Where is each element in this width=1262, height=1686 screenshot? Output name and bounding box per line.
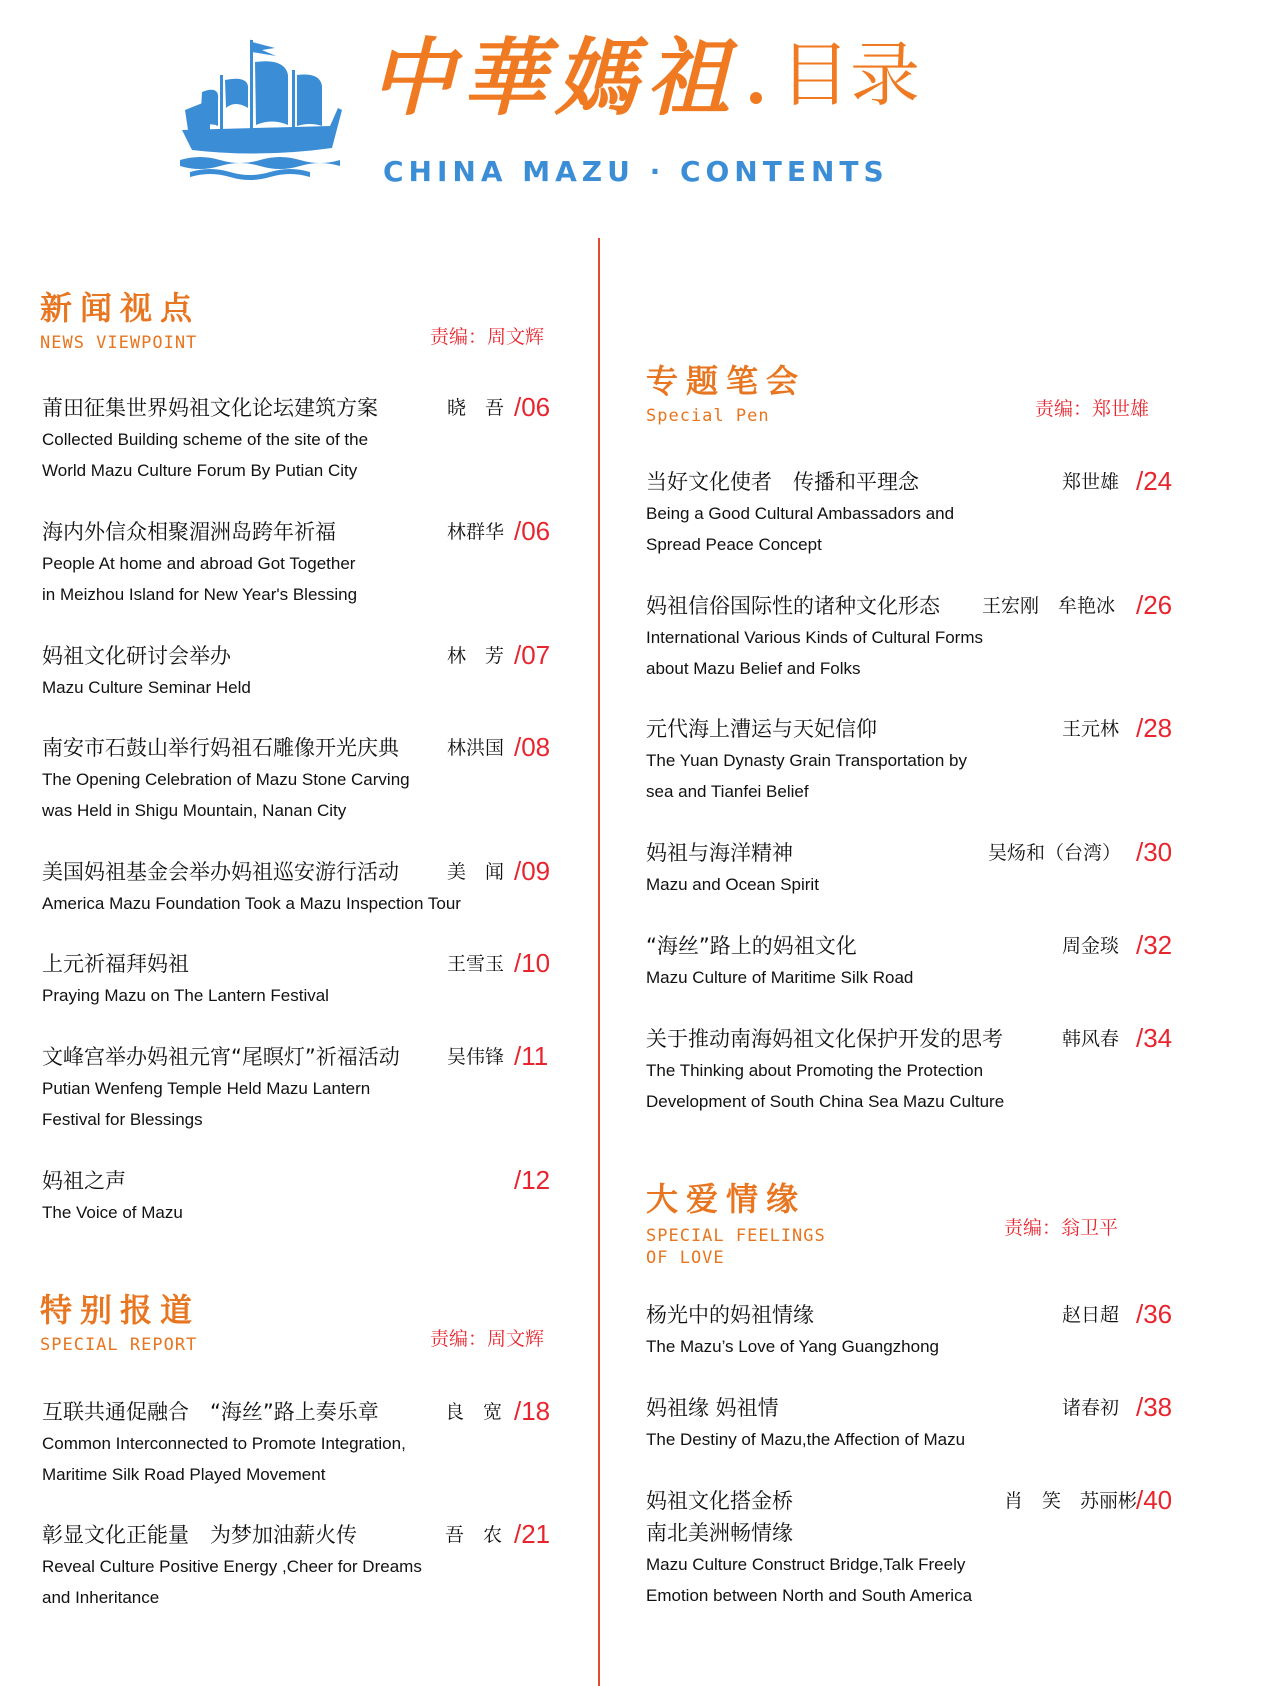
entry-english-line: The Yuan Dynasty Grain Transportation by: [646, 751, 967, 770]
entry-author: 美 闻: [447, 861, 505, 883]
section-special-pen-header: [646, 362, 807, 427]
entry-page: /34: [1136, 1023, 1173, 1053]
entry-author: 王宏刚 牟艳冰: [982, 595, 1116, 617]
entry-english-line: Mazu Culture Seminar Held: [42, 678, 251, 697]
toc-entry[interactable]: [646, 837, 1176, 900]
masthead: [180, 30, 940, 200]
entry-author: 肖 笑 苏丽彬: [1004, 1490, 1138, 1512]
entry-page: /08: [514, 732, 551, 762]
entry-english-line: was Held in Shigu Mountain, Nanan City: [42, 801, 347, 820]
entry-author: 林 芳: [447, 645, 505, 667]
entry-page: /11: [514, 1041, 549, 1071]
toc-entry[interactable]: [646, 466, 1176, 560]
entry-page: /06: [514, 392, 551, 422]
entry-english-line: sea and Tianfei Belief: [646, 782, 809, 801]
entry-english-line: about Mazu Belief and Folks: [646, 659, 861, 678]
entry-english-line: The Mazu’s Love of Yang Guangzhong: [646, 1337, 939, 1356]
entry-author: 郑世雄: [1062, 471, 1120, 493]
toc-entry[interactable]: [646, 713, 1176, 807]
entry-english-line: World Mazu Culture Forum By Putian City: [42, 461, 358, 480]
sailing-ship-icon: [180, 30, 345, 190]
entry-title-line2: 南北美洲畅情缘: [646, 1521, 793, 1545]
entry-title: 关于推动南海妈祖文化保护开发的思考: [646, 1027, 1003, 1051]
entry-page: /40: [1136, 1485, 1173, 1515]
column-divider: [598, 238, 600, 1686]
toc-entry[interactable]: [42, 640, 557, 703]
entry-english-line: People At home and abroad Got Together: [42, 554, 356, 573]
entry-title: 上元祈福拜妈祖: [42, 952, 189, 976]
entry-author: 周金琰: [1062, 935, 1120, 957]
entry-author: 吴炀和（台湾）: [988, 842, 1122, 864]
section-editor: 责编：郑世雄: [1035, 398, 1150, 420]
toc-entry[interactable]: [42, 1041, 557, 1135]
entry-page: /30: [1136, 837, 1173, 867]
entry-english-line: The Thinking about Promoting the Protection: [646, 1061, 984, 1080]
section-subtitle: Special Pen: [646, 406, 770, 426]
entry-author: 王雪玉: [447, 953, 505, 975]
entry-english-line: Festival for Blessings: [42, 1110, 203, 1129]
toc-entry[interactable]: [42, 1396, 557, 1490]
entry-author: 吾 农: [445, 1524, 503, 1546]
entry-page: /38: [1136, 1392, 1173, 1422]
section-subtitle: OF LOVE: [646, 1248, 725, 1268]
entry-title: 妈祖文化搭金桥: [646, 1489, 793, 1513]
entry-title: 莆田征集世界妈祖文化论坛建筑方案: [42, 396, 378, 420]
section-editor: 责编：翁卫平: [1004, 1217, 1119, 1239]
entry-title: 美国妈祖基金会举办妈祖巡安游行活动: [42, 860, 399, 884]
entry-author: 林群华: [447, 521, 505, 543]
toc-entry[interactable]: [646, 1485, 1176, 1611]
entry-english-line: Emotion between North and South America: [646, 1586, 973, 1605]
entry-english-line: in Meizhou Island for New Year's Blessing: [42, 585, 358, 604]
entry-title: “海丝”路上的妈祖文化: [646, 934, 857, 958]
entry-english-line: Maritime Silk Road Played Movement: [42, 1465, 326, 1484]
entry-title: 南安市石鼓山举行妈祖石雕像开光庆典: [42, 736, 399, 760]
entry-author: 诸春初: [1062, 1397, 1120, 1419]
entry-page: /32: [1136, 930, 1173, 960]
entry-title: 彰显文化正能量 为梦加油薪火传: [42, 1523, 357, 1547]
section-feelings-header: [646, 1180, 826, 1269]
toc-entry[interactable]: [42, 948, 557, 1011]
entry-page: /24: [1136, 466, 1173, 496]
toc-entry[interactable]: [42, 856, 557, 919]
entry-english-line: Being a Good Cultural Ambassadors and: [646, 504, 955, 523]
entry-page: /12: [514, 1165, 551, 1195]
toc-entry[interactable]: [646, 1023, 1176, 1117]
masthead-subtitle: 目录: [780, 34, 920, 116]
entry-title: 互联共通促融合 “海丝”路上奏乐章: [42, 1400, 379, 1424]
section-title: 专题笔会: [646, 362, 807, 400]
section-title: 新闻视点: [40, 289, 201, 327]
entry-title: 妈祖与海洋精神: [646, 841, 793, 865]
entry-page: /18: [514, 1396, 551, 1426]
entry-title: 元代海上漕运与天妃信仰: [646, 717, 877, 741]
section-subtitle: SPECIAL REPORT: [40, 1335, 198, 1355]
entry-title: 妈祖之声: [42, 1169, 126, 1193]
section-editor: 责编：周文辉: [430, 1328, 545, 1350]
entry-english-line: Praying Mazu on The Lantern Festival: [42, 986, 329, 1005]
entry-author: 赵日超: [1062, 1304, 1120, 1326]
entry-author: 良 宽: [445, 1401, 503, 1423]
section-title: 特别报道: [40, 1291, 201, 1329]
entry-english-line: Common Interconnected to Promote Integration,: [42, 1434, 406, 1453]
toc-entry[interactable]: [42, 516, 557, 610]
entry-english-line: Reveal Culture Positive Energy ,Cheer for Dreams: [42, 1557, 422, 1576]
entry-author: 吴伟锋: [447, 1046, 505, 1068]
section-news-header: [40, 289, 201, 354]
entry-english-line: Mazu Culture of Maritime Silk Road: [646, 968, 914, 987]
entry-author: 林洪国: [447, 737, 505, 759]
toc-entry[interactable]: [42, 392, 557, 486]
section-title: 大爱情缘: [646, 1180, 807, 1218]
entry-english-line: Mazu Culture Construct Bridge,Talk Freely: [646, 1555, 966, 1574]
entry-english-line: Development of South China Sea Mazu Culture: [646, 1092, 1005, 1111]
toc-entry[interactable]: [646, 1299, 1176, 1362]
entry-page: /09: [514, 856, 551, 886]
toc-entry[interactable]: [42, 1165, 557, 1228]
entry-english-line: Mazu and Ocean Spirit: [646, 875, 819, 894]
entry-english-line: International Various Kinds of Cultural Forms: [646, 628, 984, 647]
toc-entry[interactable]: [646, 930, 1176, 993]
entry-page: /21: [514, 1519, 551, 1549]
entry-page: /10: [514, 948, 551, 978]
entry-title: 妈祖信俗国际性的诸种文化形态: [646, 594, 940, 618]
masthead-dot: [750, 92, 762, 104]
section-subtitle: NEWS VIEWPOINT: [40, 333, 198, 353]
entry-title: 文峰宫举办妈祖元宵“尾暝灯”祈福活动: [42, 1045, 400, 1069]
entry-english-line: The Voice of Mazu: [42, 1203, 183, 1222]
entry-author: 韩风春: [1062, 1028, 1120, 1050]
entry-page: /36: [1136, 1299, 1173, 1329]
entry-english-line: The Opening Celebration of Mazu Stone Carving: [42, 770, 410, 789]
toc-entry[interactable]: [646, 590, 1176, 684]
toc-entry[interactable]: [42, 732, 557, 826]
toc-entry[interactable]: [646, 1392, 1176, 1455]
entry-page: /26: [1136, 590, 1173, 620]
entry-english-line: Spread Peace Concept: [646, 535, 822, 554]
entry-title: 海内外信众相聚湄洲岛跨年祈福: [42, 520, 336, 544]
entry-english-line: America Mazu Foundation Took a Mazu Inspection Tour: [42, 894, 461, 913]
masthead-english-title: CHINA MAZU · CONTENTS: [383, 155, 889, 188]
entry-title: 妈祖文化研讨会举办: [42, 644, 231, 668]
toc-entry[interactable]: [42, 1519, 557, 1613]
entry-page: /07: [514, 640, 551, 670]
entry-page: /28: [1136, 713, 1173, 743]
section-subtitle: SPECIAL FEELINGS: [646, 1226, 826, 1246]
section-special-report-header: [40, 1291, 201, 1356]
entry-title: 妈祖缘 妈祖情: [646, 1396, 779, 1420]
entry-english-line: The Destiny of Mazu,the Affection of Mazu: [646, 1430, 966, 1449]
section-editor: 责编：周文辉: [430, 326, 545, 348]
entry-author: 王元林: [1062, 718, 1120, 740]
masthead-title: 中華媽祖: [370, 28, 739, 127]
entry-title: 杨光中的妈祖情缘: [646, 1303, 814, 1327]
entry-page: /06: [514, 516, 551, 546]
entry-title: 当好文化使者 传播和平理念: [646, 470, 919, 494]
entry-english-line: and Inheritance: [42, 1588, 160, 1607]
entry-author: 晓 吾: [447, 397, 505, 419]
entry-english-line: Putian Wenfeng Temple Held Mazu Lantern: [42, 1079, 371, 1098]
entry-english-line: Collected Building scheme of the site of the: [42, 430, 369, 449]
